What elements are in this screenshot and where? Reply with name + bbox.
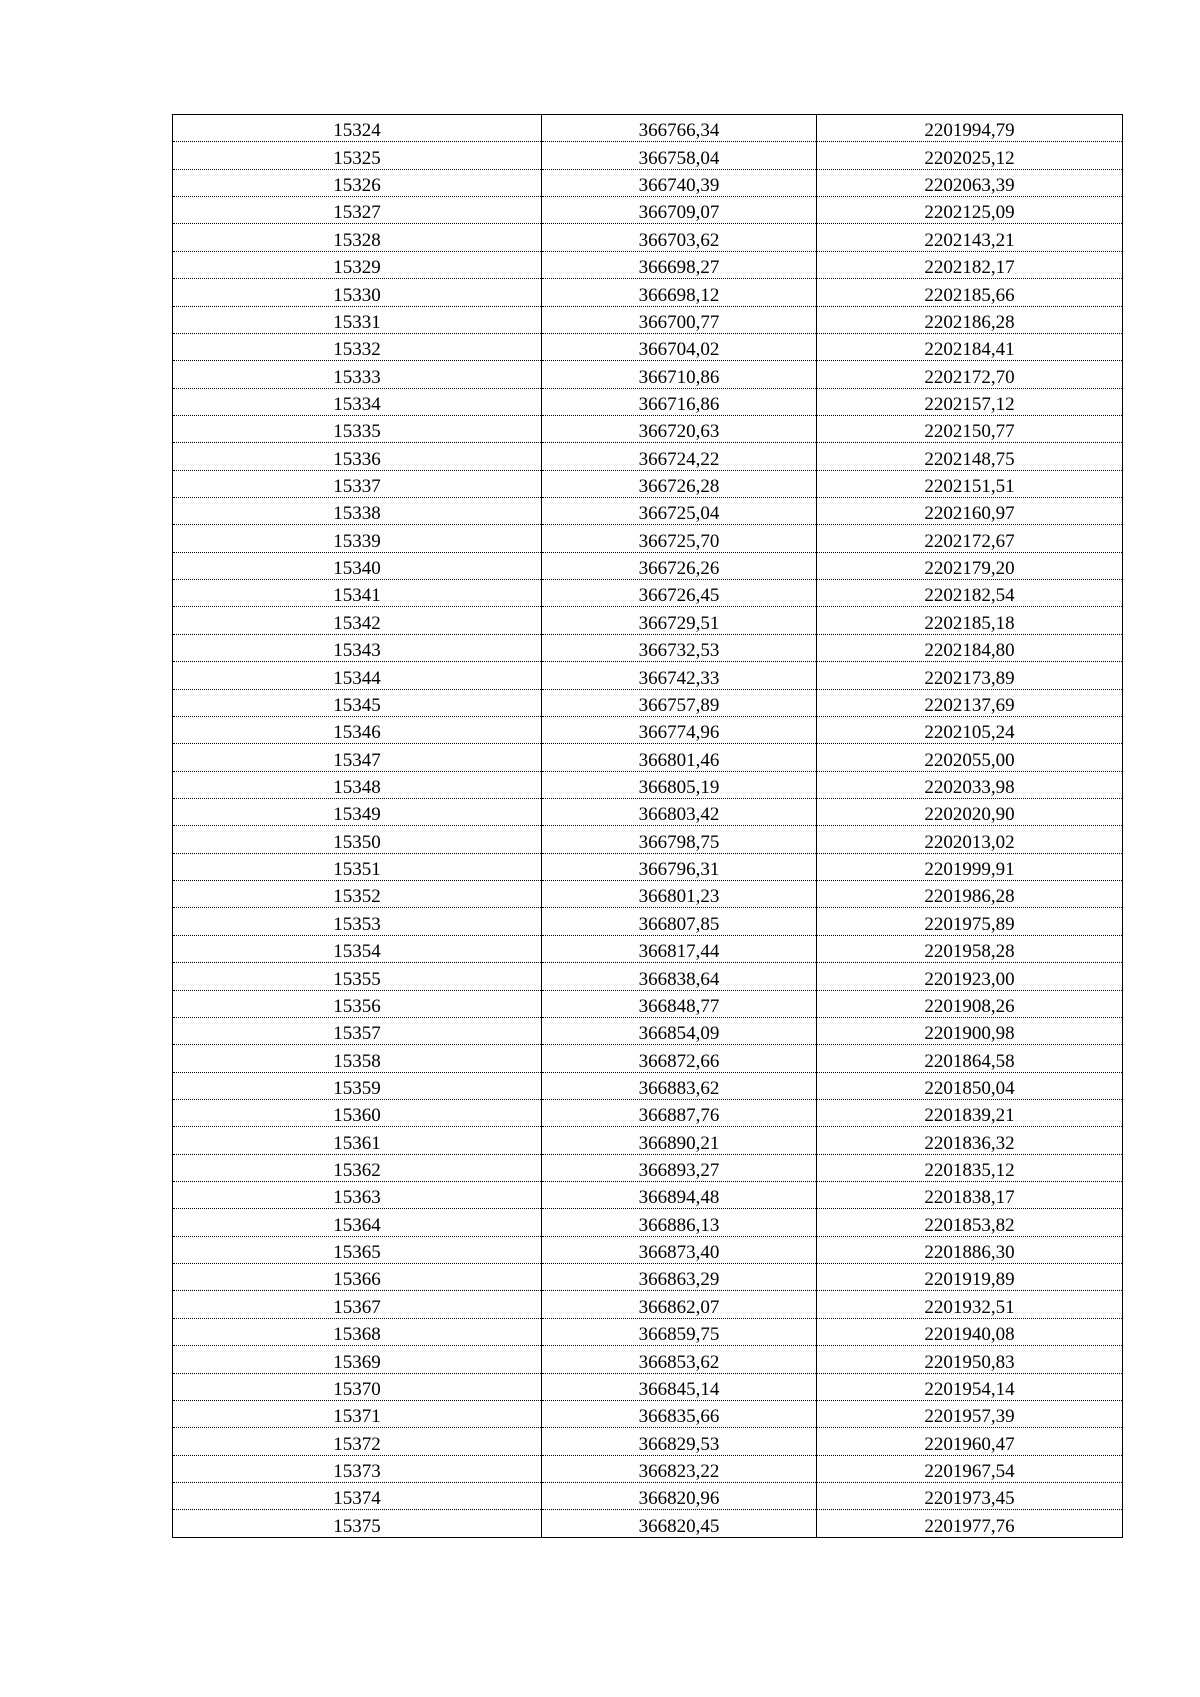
point-number-cell: 15356 [173,990,542,1017]
table-row [173,306,1123,333]
point-number-cell: 15369 [173,1346,542,1373]
x-coordinate-cell: 366848,77 [542,990,817,1017]
table-row [173,415,1123,442]
table-row [173,1072,1123,1099]
table-row [173,826,1123,853]
x-coordinate-cell: 366835,66 [542,1400,817,1427]
x-coordinate-cell: 366803,42 [542,798,817,825]
coordinate-table-body [173,115,1123,1538]
table-row [173,963,1123,990]
point-number-cell: 15361 [173,1127,542,1154]
point-number-cell: 15345 [173,689,542,716]
y-coordinate-cell: 2201835,12 [817,1154,1123,1181]
table-row [173,607,1123,634]
point-number-cell: 15328 [173,224,542,251]
x-coordinate-cell: 366807,85 [542,908,817,935]
point-number-cell: 15352 [173,881,542,908]
x-coordinate-cell: 366704,02 [542,333,817,360]
x-coordinate-cell: 366698,12 [542,279,817,306]
x-coordinate-cell: 366853,62 [542,1346,817,1373]
table-row [173,1455,1123,1482]
y-coordinate-cell: 2202157,12 [817,388,1123,415]
x-coordinate-cell: 366823,22 [542,1455,817,1482]
point-number-cell: 15375 [173,1510,542,1537]
table-row [173,1127,1123,1154]
table-row [173,361,1123,388]
table-row [173,716,1123,743]
table-row [173,634,1123,661]
x-coordinate-cell: 366725,04 [542,498,817,525]
point-number-cell: 15360 [173,1099,542,1126]
point-number-cell: 15353 [173,908,542,935]
point-number-cell: 15370 [173,1373,542,1400]
point-number-cell: 15374 [173,1482,542,1509]
y-coordinate-cell: 2201919,89 [817,1264,1123,1291]
table-row [173,689,1123,716]
x-coordinate-cell: 366838,64 [542,963,817,990]
x-coordinate-cell: 366854,09 [542,1017,817,1044]
x-coordinate-cell: 366798,75 [542,826,817,853]
y-coordinate-cell: 2202151,51 [817,470,1123,497]
table-row [173,1236,1123,1263]
table-row [173,881,1123,908]
x-coordinate-cell: 366801,46 [542,744,817,771]
table-row [173,990,1123,1017]
table-row [173,333,1123,360]
point-number-cell: 15365 [173,1236,542,1263]
y-coordinate-cell: 2202172,67 [817,525,1123,552]
y-coordinate-cell: 2201900,98 [817,1017,1123,1044]
y-coordinate-cell: 2202143,21 [817,224,1123,251]
table-row [173,552,1123,579]
y-coordinate-cell: 2202150,77 [817,415,1123,442]
y-coordinate-cell: 2202013,02 [817,826,1123,853]
y-coordinate-cell: 2202020,90 [817,798,1123,825]
y-coordinate-cell: 2201977,76 [817,1510,1123,1537]
x-coordinate-cell: 366709,07 [542,197,817,224]
point-number-cell: 15327 [173,197,542,224]
table-row [173,798,1123,825]
table-row [173,525,1123,552]
y-coordinate-cell: 2201850,04 [817,1072,1123,1099]
y-coordinate-cell: 2202184,80 [817,634,1123,661]
point-number-cell: 15373 [173,1455,542,1482]
point-number-cell: 15364 [173,1209,542,1236]
point-number-cell: 15332 [173,333,542,360]
x-coordinate-cell: 366729,51 [542,607,817,634]
table-row [173,771,1123,798]
point-number-cell: 15354 [173,935,542,962]
x-coordinate-cell: 366805,19 [542,771,817,798]
point-number-cell: 15330 [173,279,542,306]
x-coordinate-cell: 366817,44 [542,935,817,962]
x-coordinate-cell: 366698,27 [542,251,817,278]
point-number-cell: 15347 [173,744,542,771]
y-coordinate-cell: 2202184,41 [817,333,1123,360]
point-number-cell: 15363 [173,1182,542,1209]
y-coordinate-cell: 2201994,79 [817,115,1123,142]
x-coordinate-cell: 366726,28 [542,470,817,497]
x-coordinate-cell: 366893,27 [542,1154,817,1181]
table-row [173,580,1123,607]
point-number-cell: 15333 [173,361,542,388]
y-coordinate-cell: 2201973,45 [817,1482,1123,1509]
point-number-cell: 15326 [173,169,542,196]
x-coordinate-cell: 366758,04 [542,142,817,169]
point-number-cell: 15350 [173,826,542,853]
table-row [173,443,1123,470]
table-row [173,1400,1123,1427]
y-coordinate-cell: 2201986,28 [817,881,1123,908]
y-coordinate-cell: 2201836,32 [817,1127,1123,1154]
point-number-cell: 15357 [173,1017,542,1044]
x-coordinate-cell: 366732,53 [542,634,817,661]
y-coordinate-cell: 2201838,17 [817,1182,1123,1209]
table-row [173,498,1123,525]
x-coordinate-cell: 366801,23 [542,881,817,908]
point-number-cell: 15358 [173,1045,542,1072]
y-coordinate-cell: 2202160,97 [817,498,1123,525]
table-row [173,1182,1123,1209]
table-row [173,197,1123,224]
table-row [173,388,1123,415]
point-number-cell: 15325 [173,142,542,169]
table-row [173,1346,1123,1373]
y-coordinate-cell: 2202137,69 [817,689,1123,716]
y-coordinate-cell: 2202033,98 [817,771,1123,798]
point-number-cell: 15348 [173,771,542,798]
x-coordinate-cell: 366859,75 [542,1318,817,1345]
table-row [173,1017,1123,1044]
point-number-cell: 15343 [173,634,542,661]
point-number-cell: 15342 [173,607,542,634]
table-row [173,142,1123,169]
x-coordinate-cell: 366883,62 [542,1072,817,1099]
x-coordinate-cell: 366703,62 [542,224,817,251]
table-row [173,1264,1123,1291]
x-coordinate-cell: 366740,39 [542,169,817,196]
table-row [173,115,1123,142]
point-number-cell: 15346 [173,716,542,743]
table-row [173,908,1123,935]
x-coordinate-cell: 366845,14 [542,1373,817,1400]
y-coordinate-cell: 2201954,14 [817,1373,1123,1400]
point-number-cell: 15371 [173,1400,542,1427]
table-row [173,744,1123,771]
x-coordinate-cell: 366710,86 [542,361,817,388]
point-number-cell: 15337 [173,470,542,497]
y-coordinate-cell: 2202179,20 [817,552,1123,579]
y-coordinate-cell: 2201923,00 [817,963,1123,990]
x-coordinate-cell: 366725,70 [542,525,817,552]
point-number-cell: 15329 [173,251,542,278]
table-row [173,470,1123,497]
y-coordinate-cell: 2202173,89 [817,662,1123,689]
table-row [173,224,1123,251]
table-row [173,251,1123,278]
table-row [173,1099,1123,1126]
y-coordinate-cell: 2201853,82 [817,1209,1123,1236]
x-coordinate-cell: 366726,26 [542,552,817,579]
x-coordinate-cell: 366886,13 [542,1209,817,1236]
point-number-cell: 15331 [173,306,542,333]
point-number-cell: 15340 [173,552,542,579]
y-coordinate-cell: 2201958,28 [817,935,1123,962]
table-row [173,1510,1123,1537]
y-coordinate-cell: 2201999,91 [817,853,1123,880]
y-coordinate-cell: 2201908,26 [817,990,1123,1017]
x-coordinate-cell: 366872,66 [542,1045,817,1072]
x-coordinate-cell: 366894,48 [542,1182,817,1209]
table-row [173,169,1123,196]
x-coordinate-cell: 366863,29 [542,1264,817,1291]
y-coordinate-cell: 2202182,17 [817,251,1123,278]
x-coordinate-cell: 366887,76 [542,1099,817,1126]
y-coordinate-cell: 2202172,70 [817,361,1123,388]
y-coordinate-cell: 2201960,47 [817,1428,1123,1455]
y-coordinate-cell: 2202182,54 [817,580,1123,607]
x-coordinate-cell: 366724,22 [542,443,817,470]
point-number-cell: 15336 [173,443,542,470]
y-coordinate-cell: 2201950,83 [817,1346,1123,1373]
x-coordinate-cell: 366700,77 [542,306,817,333]
table-row [173,662,1123,689]
x-coordinate-cell: 366862,07 [542,1291,817,1318]
y-coordinate-cell: 2202148,75 [817,443,1123,470]
x-coordinate-cell: 366829,53 [542,1428,817,1455]
y-coordinate-cell: 2202025,12 [817,142,1123,169]
y-coordinate-cell: 2201886,30 [817,1236,1123,1263]
y-coordinate-cell: 2202105,24 [817,716,1123,743]
point-number-cell: 15367 [173,1291,542,1318]
point-number-cell: 15359 [173,1072,542,1099]
x-coordinate-cell: 366774,96 [542,716,817,743]
table-row [173,1318,1123,1345]
y-coordinate-cell: 2201839,21 [817,1099,1123,1126]
y-coordinate-cell: 2202063,39 [817,169,1123,196]
y-coordinate-cell: 2201932,51 [817,1291,1123,1318]
point-number-cell: 15355 [173,963,542,990]
point-number-cell: 15362 [173,1154,542,1181]
table-row [173,1291,1123,1318]
x-coordinate-cell: 366820,45 [542,1510,817,1537]
point-number-cell: 15366 [173,1264,542,1291]
y-coordinate-cell: 2201864,58 [817,1045,1123,1072]
x-coordinate-cell: 366716,86 [542,388,817,415]
y-coordinate-cell: 2202125,09 [817,197,1123,224]
x-coordinate-cell: 366820,96 [542,1482,817,1509]
point-number-cell: 15372 [173,1428,542,1455]
point-number-cell: 15368 [173,1318,542,1345]
y-coordinate-cell: 2201940,08 [817,1318,1123,1345]
x-coordinate-cell: 366766,34 [542,115,817,142]
point-number-cell: 15334 [173,388,542,415]
table-row [173,853,1123,880]
x-coordinate-cell: 366890,21 [542,1127,817,1154]
table-row [173,1045,1123,1072]
coordinate-table [172,114,1123,1538]
y-coordinate-cell: 2201975,89 [817,908,1123,935]
point-number-cell: 15339 [173,525,542,552]
x-coordinate-cell: 366726,45 [542,580,817,607]
y-coordinate-cell: 2202185,18 [817,607,1123,634]
y-coordinate-cell: 2201957,39 [817,1400,1123,1427]
table-row [173,279,1123,306]
point-number-cell: 15335 [173,415,542,442]
point-number-cell: 15324 [173,115,542,142]
point-number-cell: 15338 [173,498,542,525]
y-coordinate-cell: 2202055,00 [817,744,1123,771]
table-row [173,1373,1123,1400]
point-number-cell: 15349 [173,798,542,825]
x-coordinate-cell: 366720,63 [542,415,817,442]
table-row [173,1482,1123,1509]
x-coordinate-cell: 366757,89 [542,689,817,716]
point-number-cell: 15341 [173,580,542,607]
y-coordinate-cell: 2201967,54 [817,1455,1123,1482]
table-row [173,1428,1123,1455]
table-row [173,1209,1123,1236]
y-coordinate-cell: 2202185,66 [817,279,1123,306]
y-coordinate-cell: 2202186,28 [817,306,1123,333]
point-number-cell: 15351 [173,853,542,880]
x-coordinate-cell: 366796,31 [542,853,817,880]
x-coordinate-cell: 366742,33 [542,662,817,689]
table-row [173,1154,1123,1181]
x-coordinate-cell: 366873,40 [542,1236,817,1263]
point-number-cell: 15344 [173,662,542,689]
table-row [173,935,1123,962]
